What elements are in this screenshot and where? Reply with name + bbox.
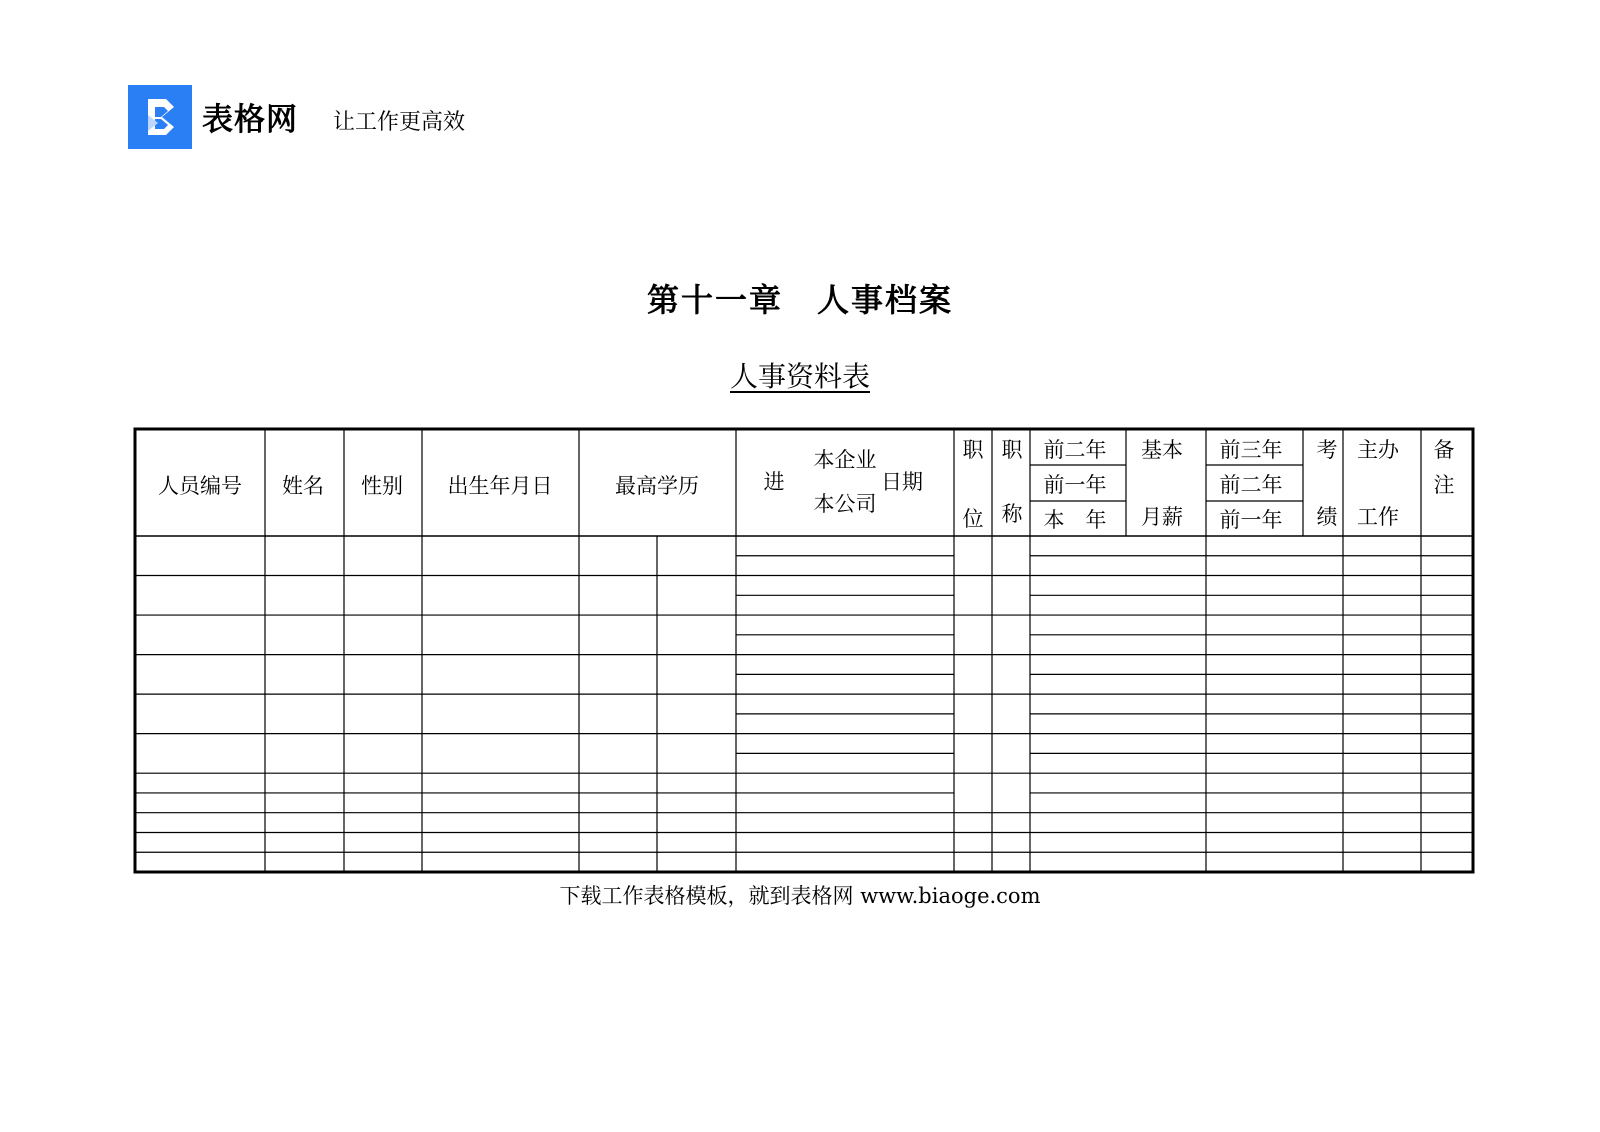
- header-entry-prefix: 进: [763, 470, 785, 494]
- header-position-bottom: 位: [962, 507, 984, 531]
- table-title: 人事资料表: [729, 360, 870, 393]
- header-entry-line2: 本公司: [813, 492, 877, 516]
- header-salary-year-2: 前一年: [1043, 473, 1107, 497]
- header-duty-top: 主办: [1357, 438, 1399, 462]
- header-remarks-bottom: 注: [1433, 473, 1455, 497]
- header-title-top: 职: [1001, 438, 1023, 462]
- header-appraisal-year-3: 前一年: [1219, 508, 1283, 532]
- page-footer: 下载工作表格模板，就到表格网 www.biaoge.com: [559, 884, 1041, 908]
- brand-name: 表格网: [202, 102, 298, 138]
- header-salary-year-3: 本 年: [1043, 508, 1107, 532]
- header-salary-top: 基本: [1141, 438, 1183, 462]
- header-appraisal-bottom: 绩: [1316, 505, 1338, 529]
- chapter-title: 第十一章 人事档案: [646, 281, 953, 319]
- header-title-bottom: 称: [1001, 502, 1023, 526]
- header-gender: 性别: [361, 474, 403, 498]
- header-entry-suffix: 日期: [881, 470, 923, 494]
- header-appraisal-year-2: 前二年: [1219, 473, 1283, 497]
- header-name: 姓名: [282, 474, 324, 498]
- header-position-top: 职: [962, 438, 984, 462]
- header-employee-no: 人员编号: [158, 474, 242, 498]
- brand-slogan: 让工作更高效: [333, 110, 466, 135]
- header-salary-year-1: 前二年: [1043, 438, 1107, 462]
- header-duty-bottom: 工作: [1357, 505, 1399, 529]
- header-appraisal-year-1: 前三年: [1219, 438, 1283, 462]
- row-lines: [135, 556, 1473, 852]
- header-remarks-top: 备: [1433, 438, 1455, 462]
- header-salary-bottom: 月薪: [1141, 505, 1183, 529]
- header-entry-line1: 本企业: [813, 448, 877, 472]
- header-appraisal-top: 考: [1316, 438, 1338, 462]
- header-birth-date: 出生年月日: [447, 474, 553, 498]
- header-education: 最高学历: [615, 474, 699, 498]
